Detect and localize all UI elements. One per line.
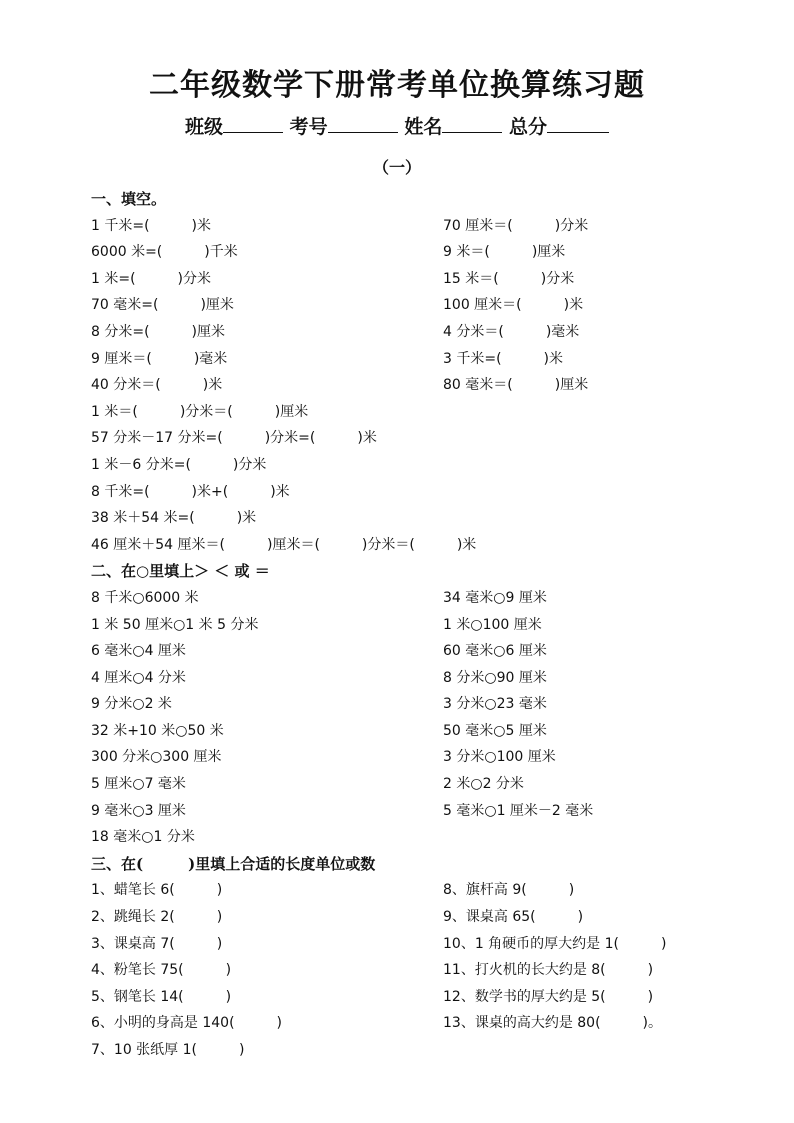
section-compare bbox=[91, 558, 731, 851]
question-item: 4、粉笔长 75( ) bbox=[91, 962, 232, 979]
question-grid bbox=[91, 213, 731, 399]
class-blank[interactable] bbox=[223, 114, 283, 133]
score-blank[interactable] bbox=[547, 114, 609, 133]
question-item: 1 米－6 分米=( )分米 bbox=[91, 456, 267, 473]
score-label: 总分 bbox=[508, 116, 547, 138]
exam-number-blank[interactable] bbox=[328, 114, 398, 133]
worksheet-title: 二年级数学下册常考单位换算练习题 bbox=[149, 68, 645, 103]
question-item: 4 分米＝( )毫米 bbox=[443, 323, 580, 340]
question-item: 50 毫米○5 厘米 bbox=[443, 722, 547, 739]
question-item: 6、小明的身高是 140( ) bbox=[91, 1015, 283, 1032]
question-item: 70 毫米=( )厘米 bbox=[91, 297, 234, 314]
question-item: 70 厘米＝( )分米 bbox=[443, 217, 589, 234]
question-item: 1、蜡笔长 6( ) bbox=[91, 882, 223, 899]
question-item: 57 分米－17 分米=( )分米=( )米 bbox=[91, 430, 377, 447]
question-item: 5 厘米○7 毫米 bbox=[91, 776, 186, 793]
question-item: 2 米○2 分米 bbox=[443, 776, 524, 793]
question-item: 34 毫米○9 厘米 bbox=[443, 589, 547, 606]
question-item: 11、打火机的长大约是 8( ) bbox=[443, 962, 654, 979]
part-label: （一） bbox=[372, 158, 421, 177]
question-item: 6 毫米○4 厘米 bbox=[91, 643, 186, 660]
worksheet-content bbox=[91, 186, 731, 1064]
exam-number-label: 考号 bbox=[289, 116, 328, 138]
question-item: 18 毫米○1 分米 bbox=[91, 829, 195, 846]
question-item: 12、数学书的厚大约是 5( ) bbox=[443, 988, 654, 1005]
question-item: 8 分米○90 厘米 bbox=[443, 669, 547, 686]
question-item: 1 米＝( )分米＝( )厘米 bbox=[91, 403, 309, 420]
question-item: 3 千米=( )米 bbox=[443, 350, 564, 367]
question-item: 1 米 50 厘米○1 米 5 分米 bbox=[91, 616, 259, 633]
question-item: 7、10 张纸厚 1( ) bbox=[91, 1042, 245, 1058]
question-item: 9、课桌高 65( ) bbox=[443, 909, 584, 926]
question-item: 80 毫米＝( )厘米 bbox=[443, 377, 589, 394]
question-item: 1 米○100 厘米 bbox=[443, 616, 542, 633]
question-item: 8 千米=( )米+( )米 bbox=[91, 483, 290, 500]
question-item: 3 分米○100 厘米 bbox=[443, 749, 556, 766]
question-item: 9 米＝( )厘米 bbox=[443, 244, 566, 261]
question-item: 8 千米○6000 米 bbox=[91, 589, 199, 606]
question-item: 13、课桌的高大约是 80( )。 bbox=[443, 1015, 663, 1032]
question-item: 3 分米○23 毫米 bbox=[443, 696, 547, 713]
section-units bbox=[91, 851, 731, 1064]
question-item: 15 米＝( )分米 bbox=[443, 270, 575, 287]
question-item: 9 毫米○3 厘米 bbox=[91, 802, 186, 819]
question-item: 1 千米=( )米 bbox=[91, 217, 212, 234]
question-item: 300 分米○300 厘米 bbox=[91, 749, 222, 766]
question-item: 9 厘米＝( )毫米 bbox=[91, 350, 228, 367]
question-grid bbox=[91, 877, 731, 1037]
question-item: 10、1 角硬币的厚大约是 1( ) bbox=[443, 935, 667, 952]
name-blank[interactable] bbox=[442, 114, 502, 133]
question-item: 5、钢笔长 14( ) bbox=[91, 988, 232, 1005]
question-item: 8、旗杆高 9( ) bbox=[443, 882, 575, 899]
section-heading: 二、在○里填上＞ ＜ 或 ＝ bbox=[91, 562, 270, 581]
question-item: 2、跳绳长 2( ) bbox=[91, 909, 223, 926]
name-label: 姓名 bbox=[404, 116, 443, 138]
question-item: 4 厘米○4 分米 bbox=[91, 669, 186, 686]
question-item: 100 厘米＝( )米 bbox=[443, 297, 584, 314]
section-fill-in bbox=[91, 186, 731, 558]
question-item: 46 厘米＋54 厘米＝( )厘米＝( )分米＝( )米 bbox=[91, 536, 477, 553]
question-item: 1 米=( )分米 bbox=[91, 270, 212, 287]
question-item: 38 米＋54 米=( )米 bbox=[91, 510, 257, 527]
question-item: 8 分米=( )厘米 bbox=[91, 323, 226, 340]
question-item: 6000 米=( )千米 bbox=[91, 244, 238, 261]
class-label: 班级 bbox=[185, 116, 224, 138]
question-item: 5 毫米○1 厘米－2 毫米 bbox=[443, 802, 594, 819]
question-grid bbox=[91, 585, 731, 824]
student-info-line bbox=[0, 112, 794, 139]
question-item: 40 分米＝( )米 bbox=[91, 377, 223, 394]
section-heading: 三、在( )里填上合适的长度单位或数 bbox=[91, 854, 376, 873]
question-item: 9 分米○2 米 bbox=[91, 696, 172, 713]
question-item: 3、课桌高 7( ) bbox=[91, 935, 223, 952]
question-item: 60 毫米○6 厘米 bbox=[443, 643, 547, 660]
question-item: 32 米+10 米○50 米 bbox=[91, 722, 224, 739]
section-heading: 一、填空。 bbox=[91, 190, 167, 208]
